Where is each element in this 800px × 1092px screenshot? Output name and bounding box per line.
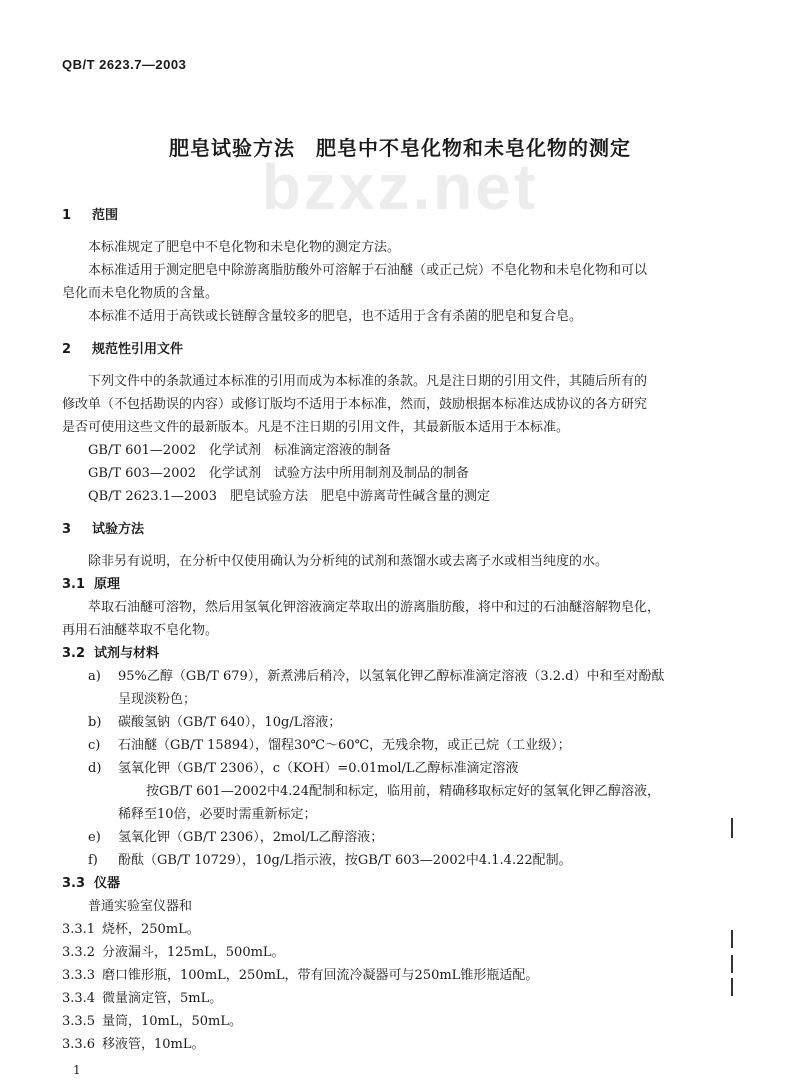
paragraph: 普通实验室仪器和 — [88, 899, 193, 914]
instrument-item — [62, 1037, 205, 1053]
section-3-heading — [62, 522, 144, 538]
paragraph: 下列文件中的条款通过本标准的引用而成为本标准的条款。凡是注日期的引用文件，其随后所有的 — [88, 374, 648, 389]
standard-code: QB/T 2623.7—2003 — [62, 57, 187, 72]
item-letter: b) — [88, 715, 102, 730]
subsection-title: 原理 — [94, 577, 121, 592]
subsection-title: 试剂与材料 — [94, 646, 160, 661]
list-item-continued: 按GB/T 601—2002中4.24配制和标定，临用前，精确移取标定好的氢氧化钾乙醇溶液， — [146, 784, 660, 799]
instrument-item — [62, 968, 538, 984]
item-number: 3.3.1 — [62, 922, 96, 937]
item-text: 石油醚（GB/T 15894），馏程30℃～60℃，无残余物，或正己烷（工业级）； — [118, 738, 571, 753]
item-text: 移液管，10mL。 — [102, 1037, 205, 1052]
document-title: 肥皂试验方法 肥皂中不皂化物和未皂化物的测定 — [169, 136, 631, 160]
item-number: 3.3.4 — [62, 991, 96, 1006]
item-text: 烧杯，250mL。 — [102, 922, 200, 937]
section-title: 范围 — [92, 208, 119, 223]
reference-item: QB/T 2623.1—2003 肥皂试验方法 肥皂中游离苛性碱含量的测定 — [88, 489, 490, 504]
item-number: 3.3.3 — [62, 968, 96, 983]
item-text: 量筒，10mL，50mL。 — [102, 1014, 243, 1029]
section-number: 1 — [62, 208, 72, 223]
item-text: 氢氧化钾（GB/T 2306），c（KOH）=0.01mol/L乙醇标准滴定溶液 — [118, 761, 519, 776]
instrument-item — [62, 1014, 242, 1030]
reference-item: GB/T 601—2002 化学试剂 标准滴定溶液的制备 — [88, 443, 392, 458]
section-number: 3 — [62, 522, 72, 537]
subsection-3-2-heading — [62, 646, 159, 662]
section-number: 2 — [62, 342, 72, 357]
list-item — [88, 715, 341, 731]
section-1-heading — [62, 208, 118, 224]
reference-item: GB/T 603—2002 化学试剂 试验方法中所用制剂及制品的制备 — [88, 466, 470, 481]
instrument-item — [62, 991, 222, 1007]
list-item — [88, 738, 571, 754]
paragraph: 再用石油醚萃取不皂化物。 — [62, 623, 219, 638]
paragraph: 是否可使用这些文件的最新版本。凡是不注日期的引用文件，其最新版本适用于本标准。 — [62, 420, 570, 435]
watermark: bzxz.net — [261, 151, 539, 223]
list-item — [88, 853, 572, 869]
item-text: 酚酞（GB/T 10729），10g/L指示液，按GB/T 603—2002中4.1.4.22配制。 — [118, 853, 572, 868]
item-letter: f) — [88, 853, 98, 868]
paragraph: 本标准规定了肥皂中不皂化物和未皂化物的测定方法。 — [88, 240, 401, 255]
item-text: 碳酸氢钠（GB/T 640），10g/L溶液； — [118, 715, 342, 730]
subsection-number: 3.1 — [62, 577, 86, 592]
section-title: 试验方法 — [92, 522, 145, 537]
item-number: 3.3.6 — [62, 1037, 96, 1052]
instrument-item — [62, 922, 200, 938]
subsection-number: 3.3 — [62, 876, 86, 891]
instrument-item — [62, 945, 285, 961]
item-text: 氢氧化钾（GB/T 2306），2mol/L乙醇溶液； — [118, 830, 384, 845]
item-text: 分液漏斗，125mL，500mL。 — [102, 945, 285, 960]
section-2-heading — [62, 342, 183, 358]
item-number: 3.3.2 — [62, 945, 96, 960]
item-text: 微量滴定管，5mL。 — [102, 991, 223, 1006]
revision-bar — [731, 930, 733, 948]
item-text: 95%乙醇（GB/T 679），新煮沸后稍冷，以氢氧化钾乙醇标准滴定溶液（3.2.d）中和至对酚酞 — [118, 669, 665, 684]
list-item — [88, 669, 664, 685]
subsection-title: 仪器 — [94, 876, 121, 891]
paragraph: 修改单（不包括勘误的内容）或修订版均不适用于本标准，然而，鼓励根据本标准达成协议的各方研究 — [62, 397, 648, 412]
item-letter: d) — [88, 761, 102, 776]
list-item-continued: 稀释至10倍，必要时需重新标定； — [118, 807, 317, 822]
list-item-continued: 呈现淡粉色； — [118, 692, 197, 707]
paragraph: 皂化而未皂化物质的含量。 — [62, 286, 219, 301]
section-title: 规范性引用文件 — [92, 342, 184, 357]
item-text: 磨口锥形瓶，100mL，250mL，带有回流冷凝器可与250mL锥形瓶适配。 — [102, 968, 539, 983]
item-letter: a) — [88, 669, 101, 684]
subsection-number: 3.2 — [62, 646, 86, 661]
revision-bar — [731, 818, 733, 838]
paragraph: 萃取石油醚可溶物，然后用氢氧化钾溶液滴定萃取出的游离脂肪酸，将中和过的石油醚溶解物皂化， — [88, 600, 661, 615]
item-letter: c) — [88, 738, 101, 753]
item-letter: e) — [88, 830, 101, 845]
item-number: 3.3.5 — [62, 1014, 96, 1029]
subsection-3-3-heading — [62, 876, 120, 892]
paragraph: 本标准适用于测定肥皂中除游离脂肪酸外可溶解于石油醚（或正己烷）不皂化物和未皂化物和可以 — [88, 263, 648, 278]
list-item — [88, 761, 519, 777]
subsection-3-1-heading — [62, 577, 120, 593]
revision-bar — [731, 955, 733, 973]
page-number: 1 — [73, 1063, 81, 1077]
list-item — [88, 830, 383, 846]
paragraph: 除非另有说明，在分析中仅使用确认为分析纯的试剂和蒸馏水或去离子水或相当纯度的水。 — [88, 554, 609, 569]
revision-bar — [731, 978, 733, 996]
paragraph: 本标准不适用于高铁或长链醇含量较多的肥皂，也不适用于含有杀菌的肥皂和复合皂。 — [88, 309, 583, 324]
